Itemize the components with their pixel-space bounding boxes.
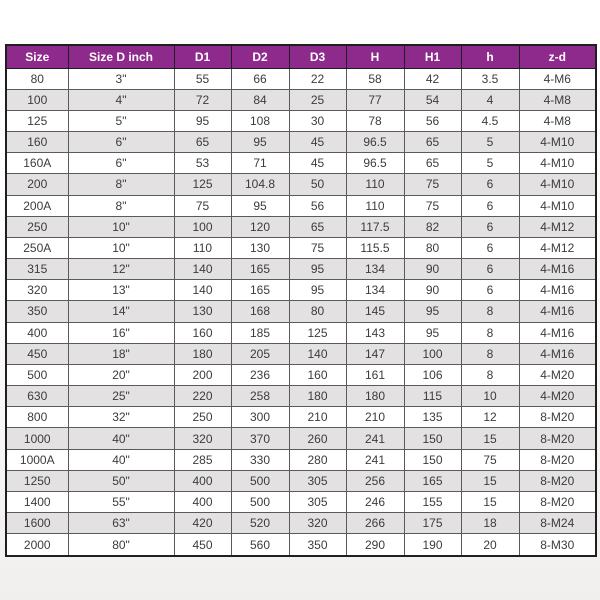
table-cell: 140: [174, 259, 231, 280]
table-cell: 18": [68, 343, 174, 364]
table-cell: 280: [289, 449, 346, 470]
table-cell: 82: [404, 216, 461, 237]
table-cell: 12: [461, 407, 519, 428]
table-cell: 6": [68, 132, 174, 153]
table-cell: 168: [231, 301, 289, 322]
table-cell: 77: [346, 89, 404, 110]
table-cell: 75: [461, 449, 519, 470]
table-cell: 10: [461, 386, 519, 407]
table-cell: 3": [68, 68, 174, 89]
table-cell: 130: [231, 237, 289, 258]
table-cell: 54: [404, 89, 461, 110]
table-cell: 147: [346, 343, 404, 364]
table-cell: 110: [346, 195, 404, 216]
table-cell: 4-M12: [519, 216, 596, 237]
table-cell: 256: [346, 470, 404, 491]
spec-table: [5, 44, 597, 557]
table-cell: 50: [289, 174, 346, 195]
table-cell: 6: [461, 237, 519, 258]
table-cell: 45: [289, 153, 346, 174]
table-cell: 266: [346, 513, 404, 534]
table-row: [6, 301, 596, 322]
table-cell: 4.5: [461, 110, 519, 131]
table-row: [6, 386, 596, 407]
table-cell: 134: [346, 280, 404, 301]
table-cell: 15: [461, 470, 519, 491]
table-cell: 65: [174, 132, 231, 153]
table-cell: 200A: [6, 195, 68, 216]
table-row: [6, 364, 596, 385]
table-row: [6, 491, 596, 512]
table-cell: 8": [68, 195, 174, 216]
table-cell: 75: [289, 237, 346, 258]
table-cell: 305: [289, 470, 346, 491]
header-row: [6, 45, 596, 68]
table-cell: 400: [174, 491, 231, 512]
table-cell: 305: [289, 491, 346, 512]
table-cell: 241: [346, 449, 404, 470]
table-cell: 4-M16: [519, 280, 596, 301]
table-cell: 165: [231, 280, 289, 301]
table-cell: 106: [404, 364, 461, 385]
table-cell: 90: [404, 259, 461, 280]
table-cell: 84: [231, 89, 289, 110]
table-cell: 71: [231, 153, 289, 174]
table-cell: 241: [346, 428, 404, 449]
table-cell: 145: [346, 301, 404, 322]
table-row: [6, 68, 596, 89]
table-cell: 95: [231, 195, 289, 216]
column-header-size: Size: [6, 45, 68, 68]
table-cell: 3.5: [461, 68, 519, 89]
table-cell: 315: [6, 259, 68, 280]
table-cell: 220: [174, 386, 231, 407]
table-cell: 22: [289, 68, 346, 89]
table-row: [6, 343, 596, 364]
table-cell: 150: [404, 428, 461, 449]
column-header-d1: D1: [174, 45, 231, 68]
table-cell: 10": [68, 237, 174, 258]
table-header: [6, 45, 596, 68]
table-row: [6, 449, 596, 470]
table-cell: 258: [231, 386, 289, 407]
table-cell: 8-M20: [519, 491, 596, 512]
table-cell: 55: [174, 68, 231, 89]
table-cell: 4": [68, 89, 174, 110]
table-row: [6, 470, 596, 491]
column-header-h1: H1: [404, 45, 461, 68]
table-cell: 8-M20: [519, 449, 596, 470]
table-cell: 190: [404, 534, 461, 556]
table-cell: 32": [68, 407, 174, 428]
table-cell: 95: [289, 259, 346, 280]
table-row: [6, 513, 596, 534]
table-row: [6, 89, 596, 110]
table-cell: 125: [6, 110, 68, 131]
table-cell: 160A: [6, 153, 68, 174]
table-cell: 4-M10: [519, 195, 596, 216]
table-cell: 104.8: [231, 174, 289, 195]
table-cell: 16": [68, 322, 174, 343]
table-cell: 500: [6, 364, 68, 385]
table-cell: 5: [461, 132, 519, 153]
table-cell: 75: [174, 195, 231, 216]
table-row: [6, 428, 596, 449]
table-cell: 65: [289, 216, 346, 237]
table-cell: 320: [6, 280, 68, 301]
table-cell: 25": [68, 386, 174, 407]
table-cell: 110: [174, 237, 231, 258]
table-cell: 205: [231, 343, 289, 364]
table-cell: 161: [346, 364, 404, 385]
table-cell: 1000A: [6, 449, 68, 470]
table-cell: 8": [68, 174, 174, 195]
table-cell: 30: [289, 110, 346, 131]
table-cell: 4-M16: [519, 343, 596, 364]
table-cell: 134: [346, 259, 404, 280]
table-cell: 1600: [6, 513, 68, 534]
table-cell: 125: [174, 174, 231, 195]
table-row: [6, 534, 596, 556]
table-cell: 40": [68, 449, 174, 470]
table-cell: 45: [289, 132, 346, 153]
table-cell: 210: [346, 407, 404, 428]
table-cell: 78: [346, 110, 404, 131]
table-cell: 4-M20: [519, 386, 596, 407]
table-cell: 6: [461, 195, 519, 216]
table-cell: 400: [174, 470, 231, 491]
column-header-h-upper: H: [346, 45, 404, 68]
table-cell: 8-M20: [519, 428, 596, 449]
table-cell: 200: [6, 174, 68, 195]
table-cell: 160: [289, 364, 346, 385]
table-cell: 630: [6, 386, 68, 407]
table-cell: 160: [174, 322, 231, 343]
table-cell: 96.5: [346, 132, 404, 153]
table-cell: 14": [68, 301, 174, 322]
table-row: [6, 110, 596, 131]
table-cell: 165: [231, 259, 289, 280]
table-cell: 250A: [6, 237, 68, 258]
table-row: [6, 280, 596, 301]
table-cell: 100: [404, 343, 461, 364]
table-cell: 4: [461, 89, 519, 110]
table-cell: 110: [346, 174, 404, 195]
table-row: [6, 132, 596, 153]
table-cell: 300: [231, 407, 289, 428]
column-header-h-lower: h: [461, 45, 519, 68]
table-cell: 4-M16: [519, 301, 596, 322]
table-cell: 90: [404, 280, 461, 301]
table-row: [6, 195, 596, 216]
table-cell: 15: [461, 491, 519, 512]
column-header-d2: D2: [231, 45, 289, 68]
table-row: [6, 259, 596, 280]
table-cell: 120: [231, 216, 289, 237]
table-cell: 1000: [6, 428, 68, 449]
table-cell: 185: [231, 322, 289, 343]
table-cell: 100: [174, 216, 231, 237]
table-cell: 63": [68, 513, 174, 534]
table-cell: 320: [289, 513, 346, 534]
table-cell: 4-M20: [519, 364, 596, 385]
table-cell: 400: [6, 322, 68, 343]
table-cell: 15: [461, 428, 519, 449]
table-cell: 4-M8: [519, 110, 596, 131]
table-cell: 100: [6, 89, 68, 110]
table-cell: 80: [404, 237, 461, 258]
table-cell: 8-M20: [519, 470, 596, 491]
table-cell: 370: [231, 428, 289, 449]
table-cell: 6: [461, 216, 519, 237]
table-cell: 10": [68, 216, 174, 237]
table-cell: 4-M16: [519, 259, 596, 280]
table-cell: 150: [404, 449, 461, 470]
table-cell: 4-M10: [519, 174, 596, 195]
table-cell: 72: [174, 89, 231, 110]
table-cell: 180: [174, 343, 231, 364]
table-cell: 65: [404, 153, 461, 174]
table-cell: 350: [289, 534, 346, 556]
table-cell: 58: [346, 68, 404, 89]
table-cell: 115.5: [346, 237, 404, 258]
table-cell: 155: [404, 491, 461, 512]
table-cell: 75: [404, 195, 461, 216]
table-row: [6, 153, 596, 174]
table-cell: 4-M16: [519, 322, 596, 343]
table-cell: 320: [174, 428, 231, 449]
table-row: [6, 174, 596, 195]
table-cell: 500: [231, 470, 289, 491]
table-cell: 6: [461, 174, 519, 195]
table-row: [6, 237, 596, 258]
table-cell: 80: [6, 68, 68, 89]
table-cell: 165: [404, 470, 461, 491]
table-cell: 18: [461, 513, 519, 534]
table-cell: 560: [231, 534, 289, 556]
table-cell: 210: [289, 407, 346, 428]
table-cell: 180: [346, 386, 404, 407]
table-cell: 8-M20: [519, 407, 596, 428]
table-cell: 1400: [6, 491, 68, 512]
table-cell: 420: [174, 513, 231, 534]
table-cell: 20: [461, 534, 519, 556]
table-cell: 4-M8: [519, 89, 596, 110]
table-row: [6, 322, 596, 343]
table-cell: 13": [68, 280, 174, 301]
column-header-z-d: z-d: [519, 45, 596, 68]
table-cell: 6": [68, 153, 174, 174]
table-cell: 4-M6: [519, 68, 596, 89]
table-cell: 8-M30: [519, 534, 596, 556]
table-cell: 520: [231, 513, 289, 534]
table-cell: 20": [68, 364, 174, 385]
table-cell: 260: [289, 428, 346, 449]
column-header-d3: D3: [289, 45, 346, 68]
table-cell: 1250: [6, 470, 68, 491]
table-cell: 246: [346, 491, 404, 512]
table-cell: 12": [68, 259, 174, 280]
table-cell: 6: [461, 280, 519, 301]
table-cell: 290: [346, 534, 404, 556]
table-cell: 350: [6, 301, 68, 322]
table-cell: 160: [6, 132, 68, 153]
table-cell: 8-M24: [519, 513, 596, 534]
table-row: [6, 216, 596, 237]
table-cell: 250: [6, 216, 68, 237]
table-cell: 117.5: [346, 216, 404, 237]
table-cell: 130: [174, 301, 231, 322]
table-cell: 95: [404, 322, 461, 343]
table-cell: 175: [404, 513, 461, 534]
table-cell: 200: [174, 364, 231, 385]
table-cell: 135: [404, 407, 461, 428]
table-cell: 4-M10: [519, 153, 596, 174]
table-cell: 8: [461, 322, 519, 343]
table-cell: 125: [289, 322, 346, 343]
table-cell: 25: [289, 89, 346, 110]
table-cell: 5: [461, 153, 519, 174]
table-cell: 180: [289, 386, 346, 407]
table-cell: 450: [174, 534, 231, 556]
table-body: [6, 68, 596, 556]
table-cell: 95: [404, 301, 461, 322]
table-cell: 65: [404, 132, 461, 153]
table-cell: 96.5: [346, 153, 404, 174]
table-cell: 140: [289, 343, 346, 364]
table-cell: 236: [231, 364, 289, 385]
table-cell: 56: [289, 195, 346, 216]
table-cell: 50": [68, 470, 174, 491]
table-cell: 108: [231, 110, 289, 131]
table-cell: 2000: [6, 534, 68, 556]
table-cell: 40": [68, 428, 174, 449]
table-cell: 500: [231, 491, 289, 512]
table-cell: 143: [346, 322, 404, 343]
table-cell: 5": [68, 110, 174, 131]
table-cell: 6: [461, 259, 519, 280]
table-cell: 8: [461, 364, 519, 385]
table-cell: 330: [231, 449, 289, 470]
table-cell: 95: [174, 110, 231, 131]
table-cell: 450: [6, 343, 68, 364]
table-cell: 800: [6, 407, 68, 428]
spec-table-container: [5, 44, 595, 557]
table-cell: 140: [174, 280, 231, 301]
column-header-size-d-inch: Size D inch: [68, 45, 174, 68]
table-cell: 8: [461, 301, 519, 322]
table-cell: 55": [68, 491, 174, 512]
table-cell: 4-M12: [519, 237, 596, 258]
table-cell: 95: [231, 132, 289, 153]
table-cell: 66: [231, 68, 289, 89]
table-cell: 80: [289, 301, 346, 322]
table-cell: 285: [174, 449, 231, 470]
table-cell: 95: [289, 280, 346, 301]
table-cell: 250: [174, 407, 231, 428]
table-cell: 115: [404, 386, 461, 407]
table-cell: 80": [68, 534, 174, 556]
table-cell: 75: [404, 174, 461, 195]
table-cell: 56: [404, 110, 461, 131]
table-cell: 4-M10: [519, 132, 596, 153]
table-cell: 53: [174, 153, 231, 174]
table-cell: 42: [404, 68, 461, 89]
table-cell: 8: [461, 343, 519, 364]
table-row: [6, 407, 596, 428]
